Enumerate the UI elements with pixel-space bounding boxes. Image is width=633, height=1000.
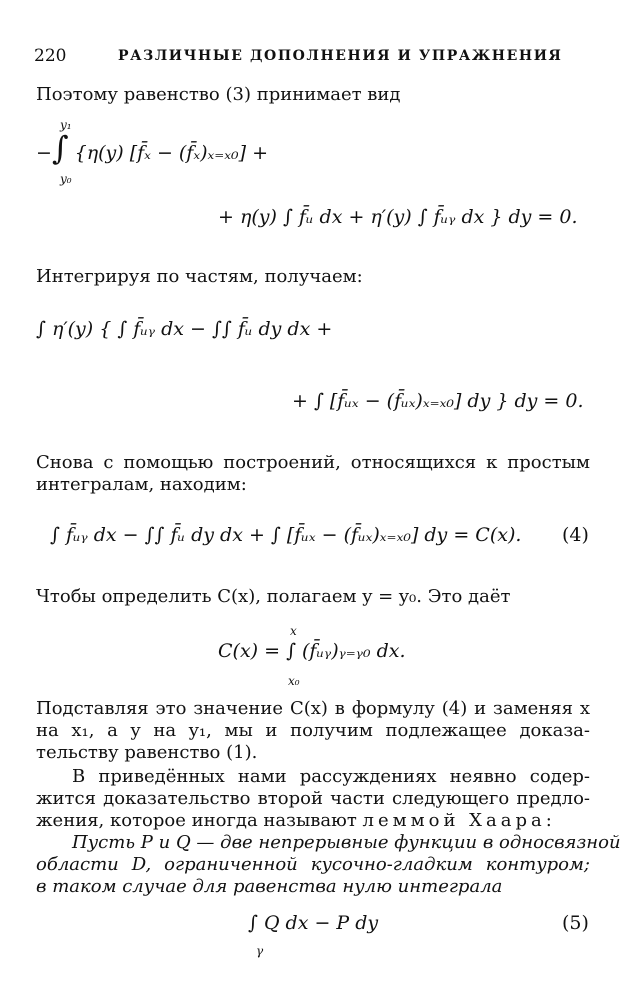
- eq1-upper-limit: y₁: [60, 118, 72, 132]
- eq5: ∫ Q dx − P dy: [248, 912, 379, 934]
- eq5-number: (5): [562, 912, 589, 934]
- text-line-3: Снова с помощью построений, относящихся к простым: [36, 452, 590, 473]
- text-line-8: тельству равенство (1).: [36, 742, 258, 763]
- eq2-line-2: + ∫ [f̄ᵤₓ − (f̄ᵤₓ)ₓ₌ₓ₀] dy } dy = 0.: [292, 390, 584, 412]
- eq1-lower-limit: y₀: [60, 172, 72, 186]
- eq5-contour-limit: γ: [256, 944, 264, 958]
- eq2-line-1: ∫ η′(y) { ∫ f̄ᵤᵧ dx − ∫∫ f̄ᵤ dy dx +: [36, 318, 333, 340]
- eq1-line-1: −∫ {η(y) [f̄ₓ − (f̄ₓ)ₓ₌ₓ₀] +: [36, 129, 269, 167]
- text-line-10: жится доказательство второй части следующего предло-: [36, 788, 590, 809]
- text-line-2: Интегрируя по частям, получаем:: [36, 266, 363, 287]
- page-number: 220: [34, 46, 67, 66]
- text-line-9: В приведённых нами рассуждениях неявно содер-: [72, 766, 590, 787]
- text-line-7: на x₁, а y на y₁, мы и получим подлежащее доказа-: [36, 720, 590, 741]
- eq-c: C(x) = ∫ (f̄ᵤᵧ)ᵧ₌ᵧ₀ dx.: [218, 640, 406, 662]
- text-line-6: Подставляя это значение C(x) в формулу (4) и заменяя x: [36, 698, 590, 719]
- text-line-13: области D, ограниченной кусочно-гладким контуром;: [36, 854, 590, 875]
- eq4-number: (4): [562, 524, 589, 546]
- eq4: ∫ f̄ᵤᵧ dx − ∫∫ f̄ᵤ dy dx + ∫ [f̄ᵤₓ − (f̄ᵤₓ)ₓ₌ₓ₀] dy = C(x).: [50, 524, 522, 546]
- text-line-1: Поэтому равенство (3) принимает вид: [36, 84, 401, 105]
- eqC-lower-limit: x₀: [288, 674, 300, 688]
- haar-lemma: леммой Хаара:: [362, 810, 556, 831]
- eqC-upper-limit: x: [290, 624, 297, 638]
- text-line-12: Пусть P и Q — две непрерывные функции в односвязной: [72, 832, 621, 853]
- running-title: РАЗЛИЧНЫЕ ДОПОЛНЕНИЯ И УПРАЖНЕНИЯ: [118, 48, 563, 64]
- text-line-14: в таком случае для равенства нулю интеграла: [36, 876, 503, 897]
- eq1-line-2: + η(y) ∫ f̄ᵤ dx + η′(y) ∫ f̄ᵤᵧ dx } dy = 0.: [218, 206, 578, 228]
- text-line-4: интегралам, находим:: [36, 474, 247, 495]
- text-line-5: Чтобы определить C(x), полагаем y = y₀. Это даёт: [36, 586, 511, 607]
- text-line-11: жения, которое иногда называют леммой Хаара:: [36, 810, 556, 831]
